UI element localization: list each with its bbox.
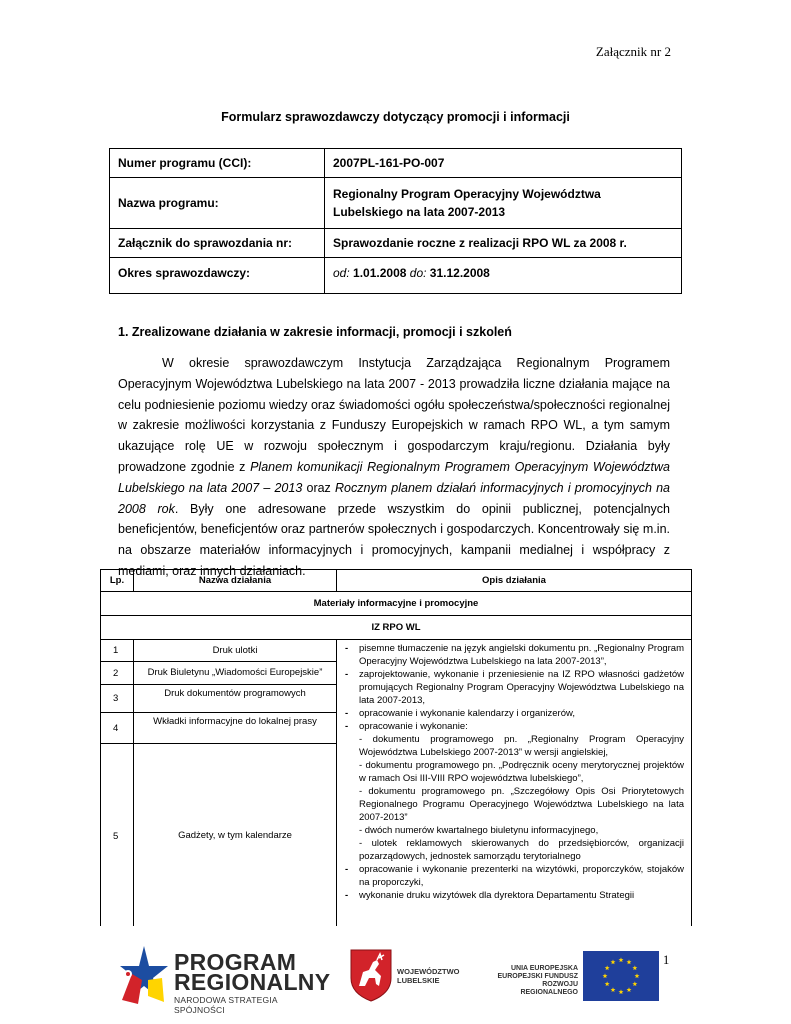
- coat-of-arms-icon: [349, 948, 393, 1002]
- program-meta-table: [109, 148, 682, 294]
- period-from: 1.01.2008: [353, 266, 407, 280]
- row-lp: 1: [101, 640, 134, 662]
- para-text-3: . Były one adresowane przede wszystkim do opinii publicznej, potencjalnych beneficjentów, beneficjentów oraz partnerów społecznych i gospodarczych. Koncentrowały się m.in. na obszarze materiałów informacyjnych i promocyjnych, kampanii medialnej i współpracy z mediami, oraz innych działaniach.: [118, 501, 670, 578]
- para-italic-1: Planem komunikacji Regionalnym Programem Operacyjnym Województwa Lubelskiego na lata 2007 – 2013: [118, 459, 671, 495]
- header-lp: Lp.: [101, 570, 134, 592]
- desc-item: - wykonanie druku wizytówek dla dyrektora Departamentu Strategii: [345, 889, 684, 902]
- desc-item: - zaprojektowanie, wykonanie i przeniesienie na IZ RPO własności gadżetów promujących Regionalny Program Operacyjny Województwa Lubelskiego na lata 2007-2013,: [345, 668, 684, 707]
- row-lp: 2: [101, 662, 134, 685]
- table-header-row: [101, 570, 692, 592]
- desc-subitem: - ulotek reklamowych skierowanych do przedsiębiorców, organizacji pozarządowych, jednostek samorządu terytorialnego: [359, 838, 684, 862]
- band-iz: IZ RPO WL: [101, 616, 692, 640]
- eu-flag-icon: [583, 951, 659, 1001]
- eu-fund-text: UNIA EUROPEJSKA EUROPEJSKI FUNDUSZ ROZWOJU REGIONALNEGO: [497, 965, 578, 996]
- desc-item: - pisemne tłumaczenie na język angielski dokumentu pn. „Regionalny Program Operacyjny Województwa Lubelskiego na lata 2007-2013”,: [345, 642, 684, 668]
- band-row-materials: [101, 592, 692, 616]
- meta-label-period: Okres sprawozdawczy:: [110, 258, 325, 294]
- desc-subitem: - dwóch numerów kwartalnego biuletynu informacyjnego,: [359, 825, 599, 836]
- logo-program-regionalny: [118, 944, 331, 1015]
- row-name: Druk dokumentów programowych: [134, 685, 337, 713]
- section-paragraph: [118, 353, 670, 582]
- row-name: Druk Biuletynu „Wiadomości Europejskie”: [134, 662, 337, 685]
- attachment-label: Załącznik nr 2: [595, 44, 671, 59]
- desc-subitem: - dokumentu programowego pn. „Podręcznik oceny merytorycznej projektów w ramach Osi III-VIII RPO województwa lubelskiego”,: [359, 760, 684, 784]
- section-heading: 1. Zrealizowane działania w zakresie informacji, promocji i szkoleń: [118, 325, 512, 339]
- table-row: [101, 640, 692, 662]
- band-row-iz: [101, 616, 692, 640]
- para-text-2: oraz: [302, 480, 335, 495]
- period-from-label: od:: [333, 266, 350, 280]
- strategy-text: NARODOWA STRATEGIA SPÓJNOŚCI: [174, 995, 278, 1015]
- meta-label-report: Załącznik do sprawozdania nr:: [110, 229, 325, 258]
- row-name: Gadżety, w tym kalendarze: [134, 744, 337, 927]
- form-title: Formularz sprawozdawczy dotyczący promocji i informacji: [221, 110, 570, 124]
- meta-label-cci: Numer programu (CCI):: [110, 149, 325, 178]
- logo-wojewodztwo-lubelskie: [349, 948, 459, 1004]
- desc-item: - opracowanie i wykonanie:: [345, 720, 684, 733]
- program-text: PROGRAM: [174, 949, 297, 975]
- meta-value-cci: 2007PL-161-PO-007: [325, 149, 682, 178]
- page-number: 1: [663, 953, 670, 967]
- description-cell: [337, 640, 692, 927]
- row-name: Wkładki informacyjne do lokalnej prasy: [134, 713, 337, 744]
- regionalny-text: REGIONALNY: [174, 969, 331, 995]
- header-desc: Opis działania: [337, 570, 692, 592]
- para-text-1: W okresie sprawozdawczym Instytucja Zarządzająca Regionalnym Programem Operacyjnym Województwa Lubelskiego na lata 2007 - 2013 prowadziła liczne działania mające na celu podniesienie poziomu wiedzy oraz świadomości ogółu społeczeństwa/społeczności regionalnej w zakresie możliwości korzystania z Funduszy Europejskich w ramach RPO WL, a tym samym ukazujące rolę UE w rozwoju społecznym i gospodarczym kraju/regionu. Działania były prowadzone zgodnie z: [118, 356, 670, 474]
- desc-subitem: - dokumentu programowego pn. „Regionalny Program Operacyjny Województwa Lubelskiego 2007-2013” w wersji angielskiej,: [359, 734, 684, 758]
- header-name: Nazwa działania: [134, 570, 337, 592]
- meta-value-name: Regionalny Program Operacyjny Województwa Lubelskiego na lata 2007-2013: [325, 178, 682, 229]
- desc-item: - opracowanie i wykonanie prezenterki na wizytówki, proporczyków, stojaków na proporczyki,: [345, 863, 684, 889]
- row-lp: 4: [101, 713, 134, 744]
- row-lp: 5: [101, 744, 134, 927]
- meta-label-name: Nazwa programu:: [110, 178, 325, 229]
- desc-item: - opracowanie i wykonanie kalendarzy i organizerów,: [345, 707, 684, 720]
- activities-table: [100, 569, 692, 926]
- band-materials: Materiały informacyjne i promocyjne: [101, 592, 692, 616]
- desc-subitem: - dokumentu programowego pn. „Szczegółowy Opis Osi Priorytetowych Regionalnego Programu Operacyjnego Województwa Lubelskiego na lata 2007-2013”: [359, 786, 684, 823]
- period-to-label: do:: [409, 266, 427, 280]
- row-name: Druk ulotki: [134, 640, 337, 662]
- row-lp: 3: [101, 685, 134, 713]
- logo-unia-europejska: [484, 944, 684, 1006]
- period-to: 31.12.2008: [429, 266, 490, 280]
- activities-table-clip: [100, 569, 692, 926]
- para-italic-2: Rocznym planem działań informacyjnych i promocyjnych na 2008 rok: [118, 480, 670, 516]
- meta-value-period: [325, 258, 682, 294]
- meta-value-report: Sprawozdanie roczne z realizacji RPO WL za 2008 r.: [325, 229, 682, 258]
- wojewodztwo-text: WOJEWÓDZTWO LUBELSKIE: [397, 967, 460, 985]
- program-regionalny-star-icon: [118, 944, 170, 1008]
